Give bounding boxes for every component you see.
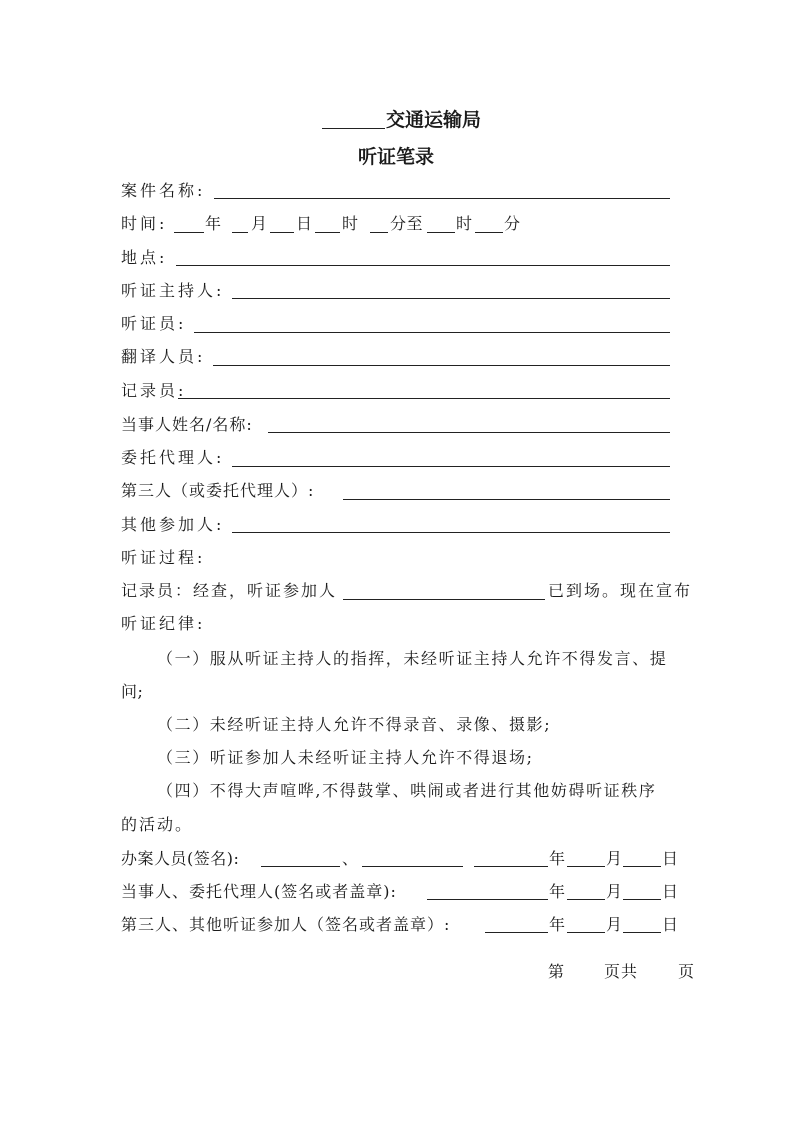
time-hour-field[interactable] [315,232,340,233]
party-year-label: 年 [549,882,566,901]
third-month-label: 月 [606,915,623,934]
recorder-field[interactable] [178,398,670,399]
third-signature-field[interactable] [485,932,548,933]
staff-day-label: 日 [662,849,679,868]
host-label: 听证主持人: [121,281,225,300]
party-signature-field[interactable] [427,899,548,900]
other-participants-field[interactable] [232,532,670,533]
party-date-month-field[interactable] [567,899,605,900]
location-field[interactable] [176,265,670,266]
time-unit-hour: 时 [342,214,359,233]
rule-4: （四）不得大声喧哗,不得鼓掌、哄闹或者进行其他妨碍听证秩序 [157,781,657,800]
third-date-day-field[interactable] [623,932,661,933]
party-signature-label: 当事人、委托代理人(签名或者盖章): [121,882,397,901]
page-number-prefix: 第 [548,962,565,981]
rule-1: （一）服从听证主持人的指挥，未经听证主持人允许不得发言、提 [157,649,668,668]
translator-field[interactable] [213,365,670,366]
recorder-label: 记录员: [121,381,187,400]
time-year-field[interactable] [174,232,204,233]
staff-month-label: 月 [606,849,623,868]
staff-date-year-field[interactable] [474,866,548,867]
party-month-label: 月 [606,882,623,901]
participants-present-field[interactable] [343,599,545,600]
time-unit-end-minute: 分 [504,214,521,233]
third-signature-label: 第三人、其他听证参加人（签名或者盖章）: [121,915,451,934]
staff-year-label: 年 [549,849,566,868]
discipline-label: 听证纪律: [121,614,206,633]
other-participants-label: 其他参加人: [121,515,225,534]
time-unit-day: 日 [296,214,313,233]
host-field[interactable] [232,298,670,299]
time-minute-field[interactable] [370,232,388,233]
location-label: 地点: [121,248,168,267]
party-name-field[interactable] [268,432,670,433]
agent-field[interactable] [232,466,670,467]
hearing-officer-field[interactable] [194,332,670,333]
agent-label: 委托代理人: [121,448,225,467]
time-month-field[interactable] [232,232,248,233]
recorder-intro-text-end: 已到场。现在宣布 [548,581,693,600]
time-unit-month: 月 [251,214,268,233]
time-day-field[interactable] [270,232,294,233]
staff-date-month-field[interactable] [567,866,605,867]
party-date-day-field[interactable] [623,899,661,900]
agency-name-blank[interactable] [322,128,385,129]
third-date-month-field[interactable] [567,932,605,933]
party-day-label: 日 [662,882,679,901]
third-party-label: 第三人（或委托代理人）: [121,481,315,500]
recorder-intro-text: 记录员：经查，听证参加人 [121,581,338,600]
document-title: 听证笔录 [358,146,435,168]
process-label: 听证过程: [121,548,206,567]
time-unit-minute-to: 分至 [390,214,424,233]
case-name-field[interactable] [214,198,670,199]
time-unit-year: 年 [205,214,222,233]
rule-3: （三）听证参加人未经听证主持人允许不得退场; [157,748,534,767]
time-end-hour-field[interactable] [427,232,455,233]
third-year-label: 年 [549,915,566,934]
time-label: 时间: [121,214,168,233]
time-end-minute-field[interactable] [475,232,503,233]
staff-signature-field-1[interactable] [261,866,340,867]
staff-signature-field-2[interactable] [362,866,463,867]
time-unit-end-hour: 时 [456,214,473,233]
rule-4-cont: 的活动。 [121,815,194,834]
third-day-label: 日 [662,915,679,934]
staff-date-day-field[interactable] [623,866,661,867]
party-name-label: 当事人姓名/名称: [121,415,253,434]
staff-signature-label: 办案人员(签名): [121,849,240,868]
rule-2: （二）未经听证主持人允许不得录音、录像、摄影; [157,715,552,734]
staff-separator: 、 [342,849,359,868]
translator-label: 翻译人员: [121,347,206,366]
third-party-field[interactable] [343,499,670,500]
page-number-suffix: 页 [678,962,695,981]
rule-1-cont: 问; [121,682,144,701]
page-number-mid: 页共 [604,962,639,981]
case-name-label: 案件名称: [121,181,206,200]
agency-name: 交通运输局 [386,109,482,131]
hearing-officer-label: 听证员: [121,314,187,333]
